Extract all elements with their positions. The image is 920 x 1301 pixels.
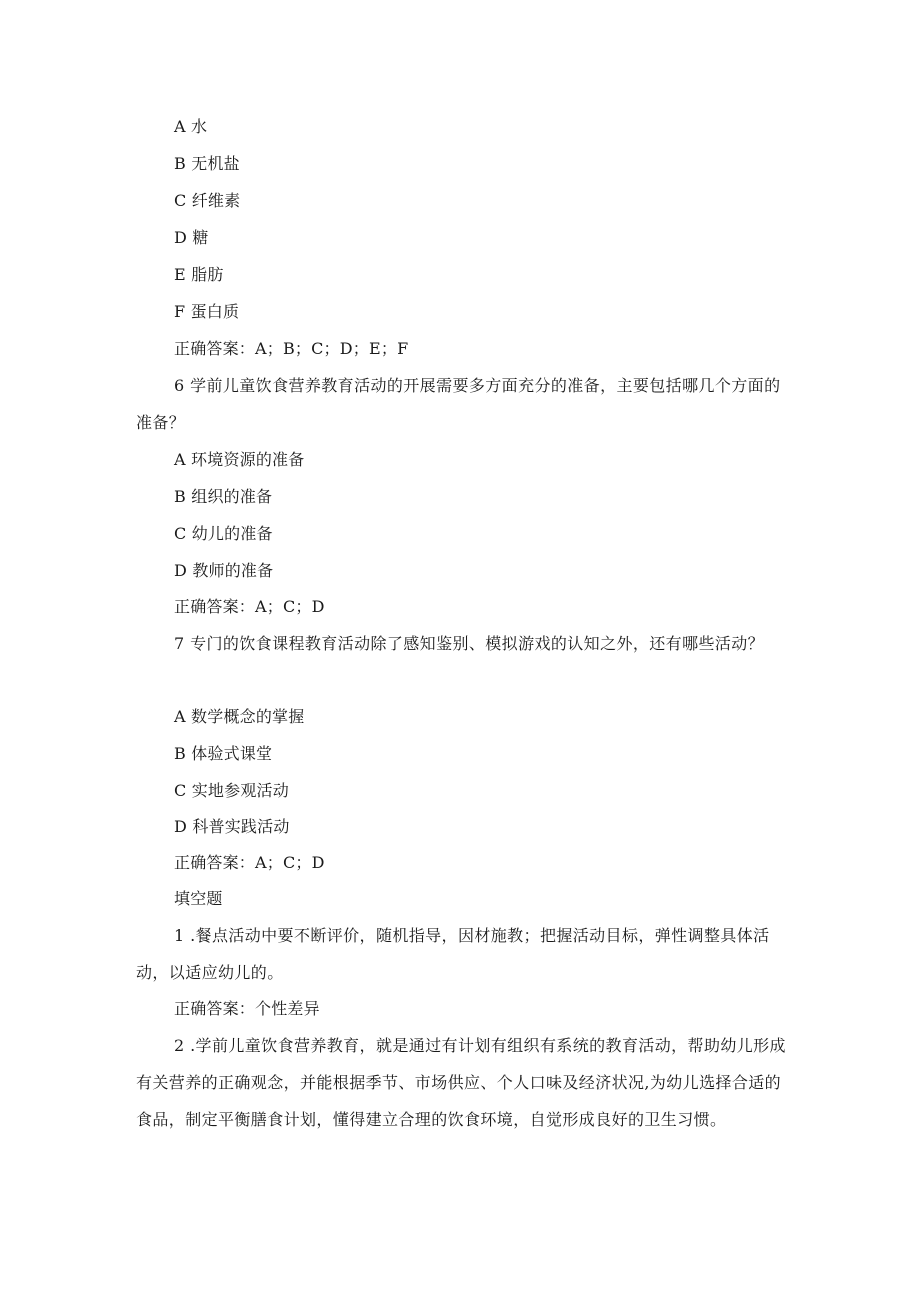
q6-question: 6 学前儿童饮食营养教育活动的开展需要多方面充分的准备，主要包括哪几个方面的准备？ [136, 376, 781, 432]
q7-question: 7 专门的饮食课程教育活动除了感知鉴别、模拟游戏的认知之外，还有哪些活动？ [174, 634, 765, 653]
q5-option-c: C 纤维素 [174, 191, 241, 210]
q6-answer: 正确答案：A；C；D [174, 597, 325, 616]
q7-option-b: B 体验式课堂 [174, 744, 273, 763]
q5-option-b: B 无机盐 [174, 154, 240, 173]
q6-option-b: B 组织的准备 [174, 487, 273, 506]
q5-option-f: F 蛋白质 [174, 302, 240, 321]
q5-option-d: D 糖 [174, 228, 209, 247]
q7-option-d: D 科普实践活动 [174, 817, 290, 836]
q6-option-a: A 环境资源的准备 [174, 450, 305, 469]
q5-answer: 正确答案：A；B；C；D；E；F [174, 339, 409, 358]
q5-option-e: E 脂肪 [174, 265, 224, 284]
q5-option-a: A 水 [174, 117, 208, 136]
fill-q1: 1 .餐点活动中要不断评价，随机指导，因材施教；把握活动目标，弹性调整具体活动，以适应幼儿的。 [136, 926, 770, 982]
q7-answer: 正确答案：A；C；D [174, 853, 325, 872]
q7-option-a: A 数学概念的掌握 [174, 707, 305, 726]
fill-q1-answer: 正确答案：个性差异 [174, 999, 320, 1018]
q6-option-d: D 教师的准备 [174, 561, 274, 580]
q6-option-c: C 幼儿的准备 [174, 524, 273, 543]
q7-option-c: C 实地参观活动 [174, 781, 289, 800]
section-heading-fill-in: 填空题 [174, 889, 223, 908]
fill-q2: 2 .学前儿童饮食营养教育，就是通过有计划有组织有系统的教育活动，帮助幼儿形成有关营养的正确观念，并能根据季节、市场供应、个人口味及经济状况,为幼儿选择合适的食品，制定平衡膳食计划，懂得建立合理的饮食环境，自觉形成良好的卫生习惯。 [136, 1036, 786, 1129]
